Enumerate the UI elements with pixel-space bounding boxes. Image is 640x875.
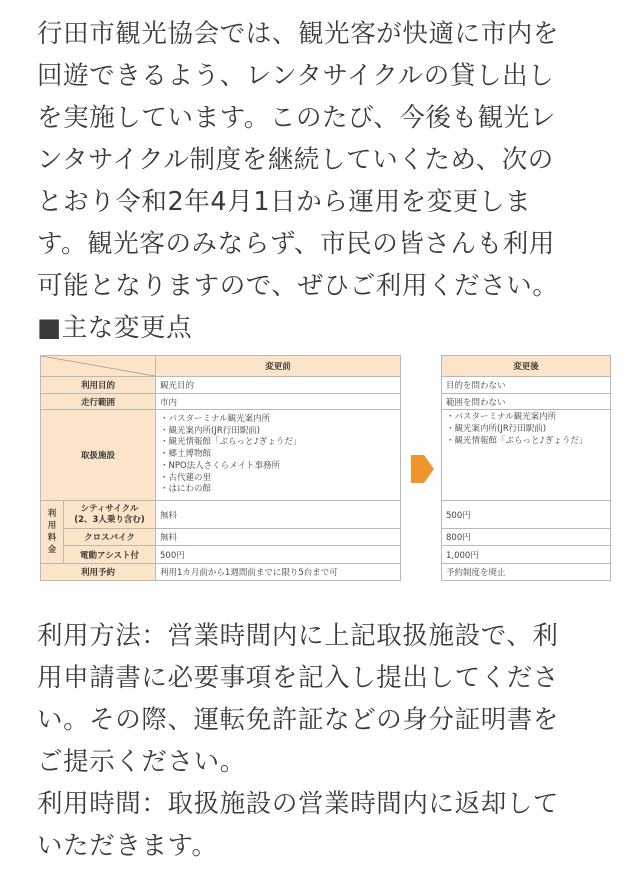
usage-line: 利用時間：取扱施設の営業時間内に返却して (37, 789, 560, 819)
row-value-range: 市内 (156, 394, 401, 410)
facility-item: ・観光案内所(JR行田駅前) (160, 425, 261, 436)
table-row (41, 546, 401, 564)
after-reservation: 予約制度を廃止 (442, 564, 611, 581)
intro-line: とおり令和2年4月1日から運用を変更しま (37, 187, 532, 217)
row-value-facilities (156, 410, 401, 501)
after-cross-bike: 800円 (442, 529, 611, 546)
table-after-change (441, 355, 611, 581)
table-row (442, 394, 611, 410)
usage-line: ご提示ください。 (37, 747, 246, 777)
facility-item: ・観光情報館「ぶらっと♪ぎょうだ」 (160, 437, 302, 448)
row-label-cross-bike: クロスバイク (64, 529, 156, 546)
header-after: 変更後 (442, 356, 611, 377)
table-row (41, 377, 401, 394)
row-value-purpose: 観光目的 (156, 377, 401, 394)
facility-item: ・NPO法人さくらメイト事務所 (160, 460, 281, 471)
row-label-e-assist: 電動アシスト付 (64, 546, 156, 564)
row-label-purpose: 利用目的 (41, 377, 156, 394)
row-label-range: 走行範囲 (41, 394, 156, 410)
table-row (41, 564, 401, 581)
facility-item: ・はにわの館 (160, 484, 212, 495)
usage-paragraph (37, 615, 617, 867)
intro-line: ンタサイクル制度を継続していくため、次の (37, 145, 554, 175)
intro-line: を実施しています。このたび、今後も観光レ (37, 103, 556, 133)
table-header-row (442, 356, 611, 377)
table-row (442, 501, 611, 529)
usage-line: 用申請書に必要事項を記入し提出してくださ (37, 663, 560, 693)
diagonal-header-cell (41, 356, 156, 377)
facility-item: ・バスターミナル観光案内所 (446, 412, 557, 422)
table-row (41, 394, 401, 410)
after-city-cycle: 500円 (442, 501, 611, 529)
intro-line: す。観光客のみならず、市民の皆さんも利用 (37, 229, 555, 259)
facility-item: ・郷土博物館 (160, 449, 212, 460)
usage-line: 利用方法：営業時間内に上記取扱施設で、利 (37, 621, 559, 651)
table-row (41, 410, 401, 501)
row-label-reservation: 利用予約 (41, 564, 156, 581)
table-row (41, 529, 401, 546)
row-value-e-assist: 500円 (156, 546, 401, 564)
table-row (442, 546, 611, 564)
facility-item: ・古代蓮の里 (160, 472, 212, 483)
after-e-assist: 1,000円 (442, 546, 611, 564)
intro-line: 行田市観光協会では、観光客が快適に市内を (37, 19, 560, 49)
after-purpose: 目的を問わない (442, 377, 611, 394)
facility-item: ・観光情報館「ぶらっと♪ぎょうだ」 (446, 435, 588, 446)
table-before-change (40, 355, 401, 581)
table-row (442, 410, 611, 501)
table-row (442, 529, 611, 546)
table-row (41, 501, 401, 529)
usage-line: い。その際、運転免許証などの身分証明書を (37, 705, 560, 735)
after-range: 範囲を問わない (442, 394, 611, 410)
facility-item: ・観光案内所(JR行田駅前) (446, 423, 547, 434)
section-heading: ■主な変更点 (37, 313, 193, 343)
right-arrow-icon (411, 455, 434, 483)
row-label-city-cycle: シティサイクル (2、3人乗り含む) (64, 501, 156, 529)
row-value-city-cycle: 無料 (156, 501, 401, 529)
header-before: 変更前 (156, 356, 401, 377)
diagonal-line-icon (41, 356, 155, 376)
table-row (442, 564, 611, 581)
intro-paragraph (37, 13, 617, 349)
table-row (442, 377, 611, 394)
usage-line: いただきます。 (37, 831, 218, 861)
row-value-reservation: 利用1カ月前から1週間前までに限り5台まで可 (156, 564, 401, 581)
intro-line: 回遊できるよう、レンタサイクルの貸し出し (37, 61, 555, 91)
after-facilities (442, 410, 611, 501)
row-label-facilities: 取扱施設 (41, 410, 156, 501)
facility-item: ・バスターミナル観光案内所 (160, 413, 271, 424)
row-value-cross-bike: 無料 (156, 529, 401, 546)
table-header-row (41, 356, 401, 377)
fee-group-label: 利 用 料 金 (41, 501, 64, 564)
intro-line: 可能となりますので、ぜひご利用ください。 (37, 271, 559, 301)
